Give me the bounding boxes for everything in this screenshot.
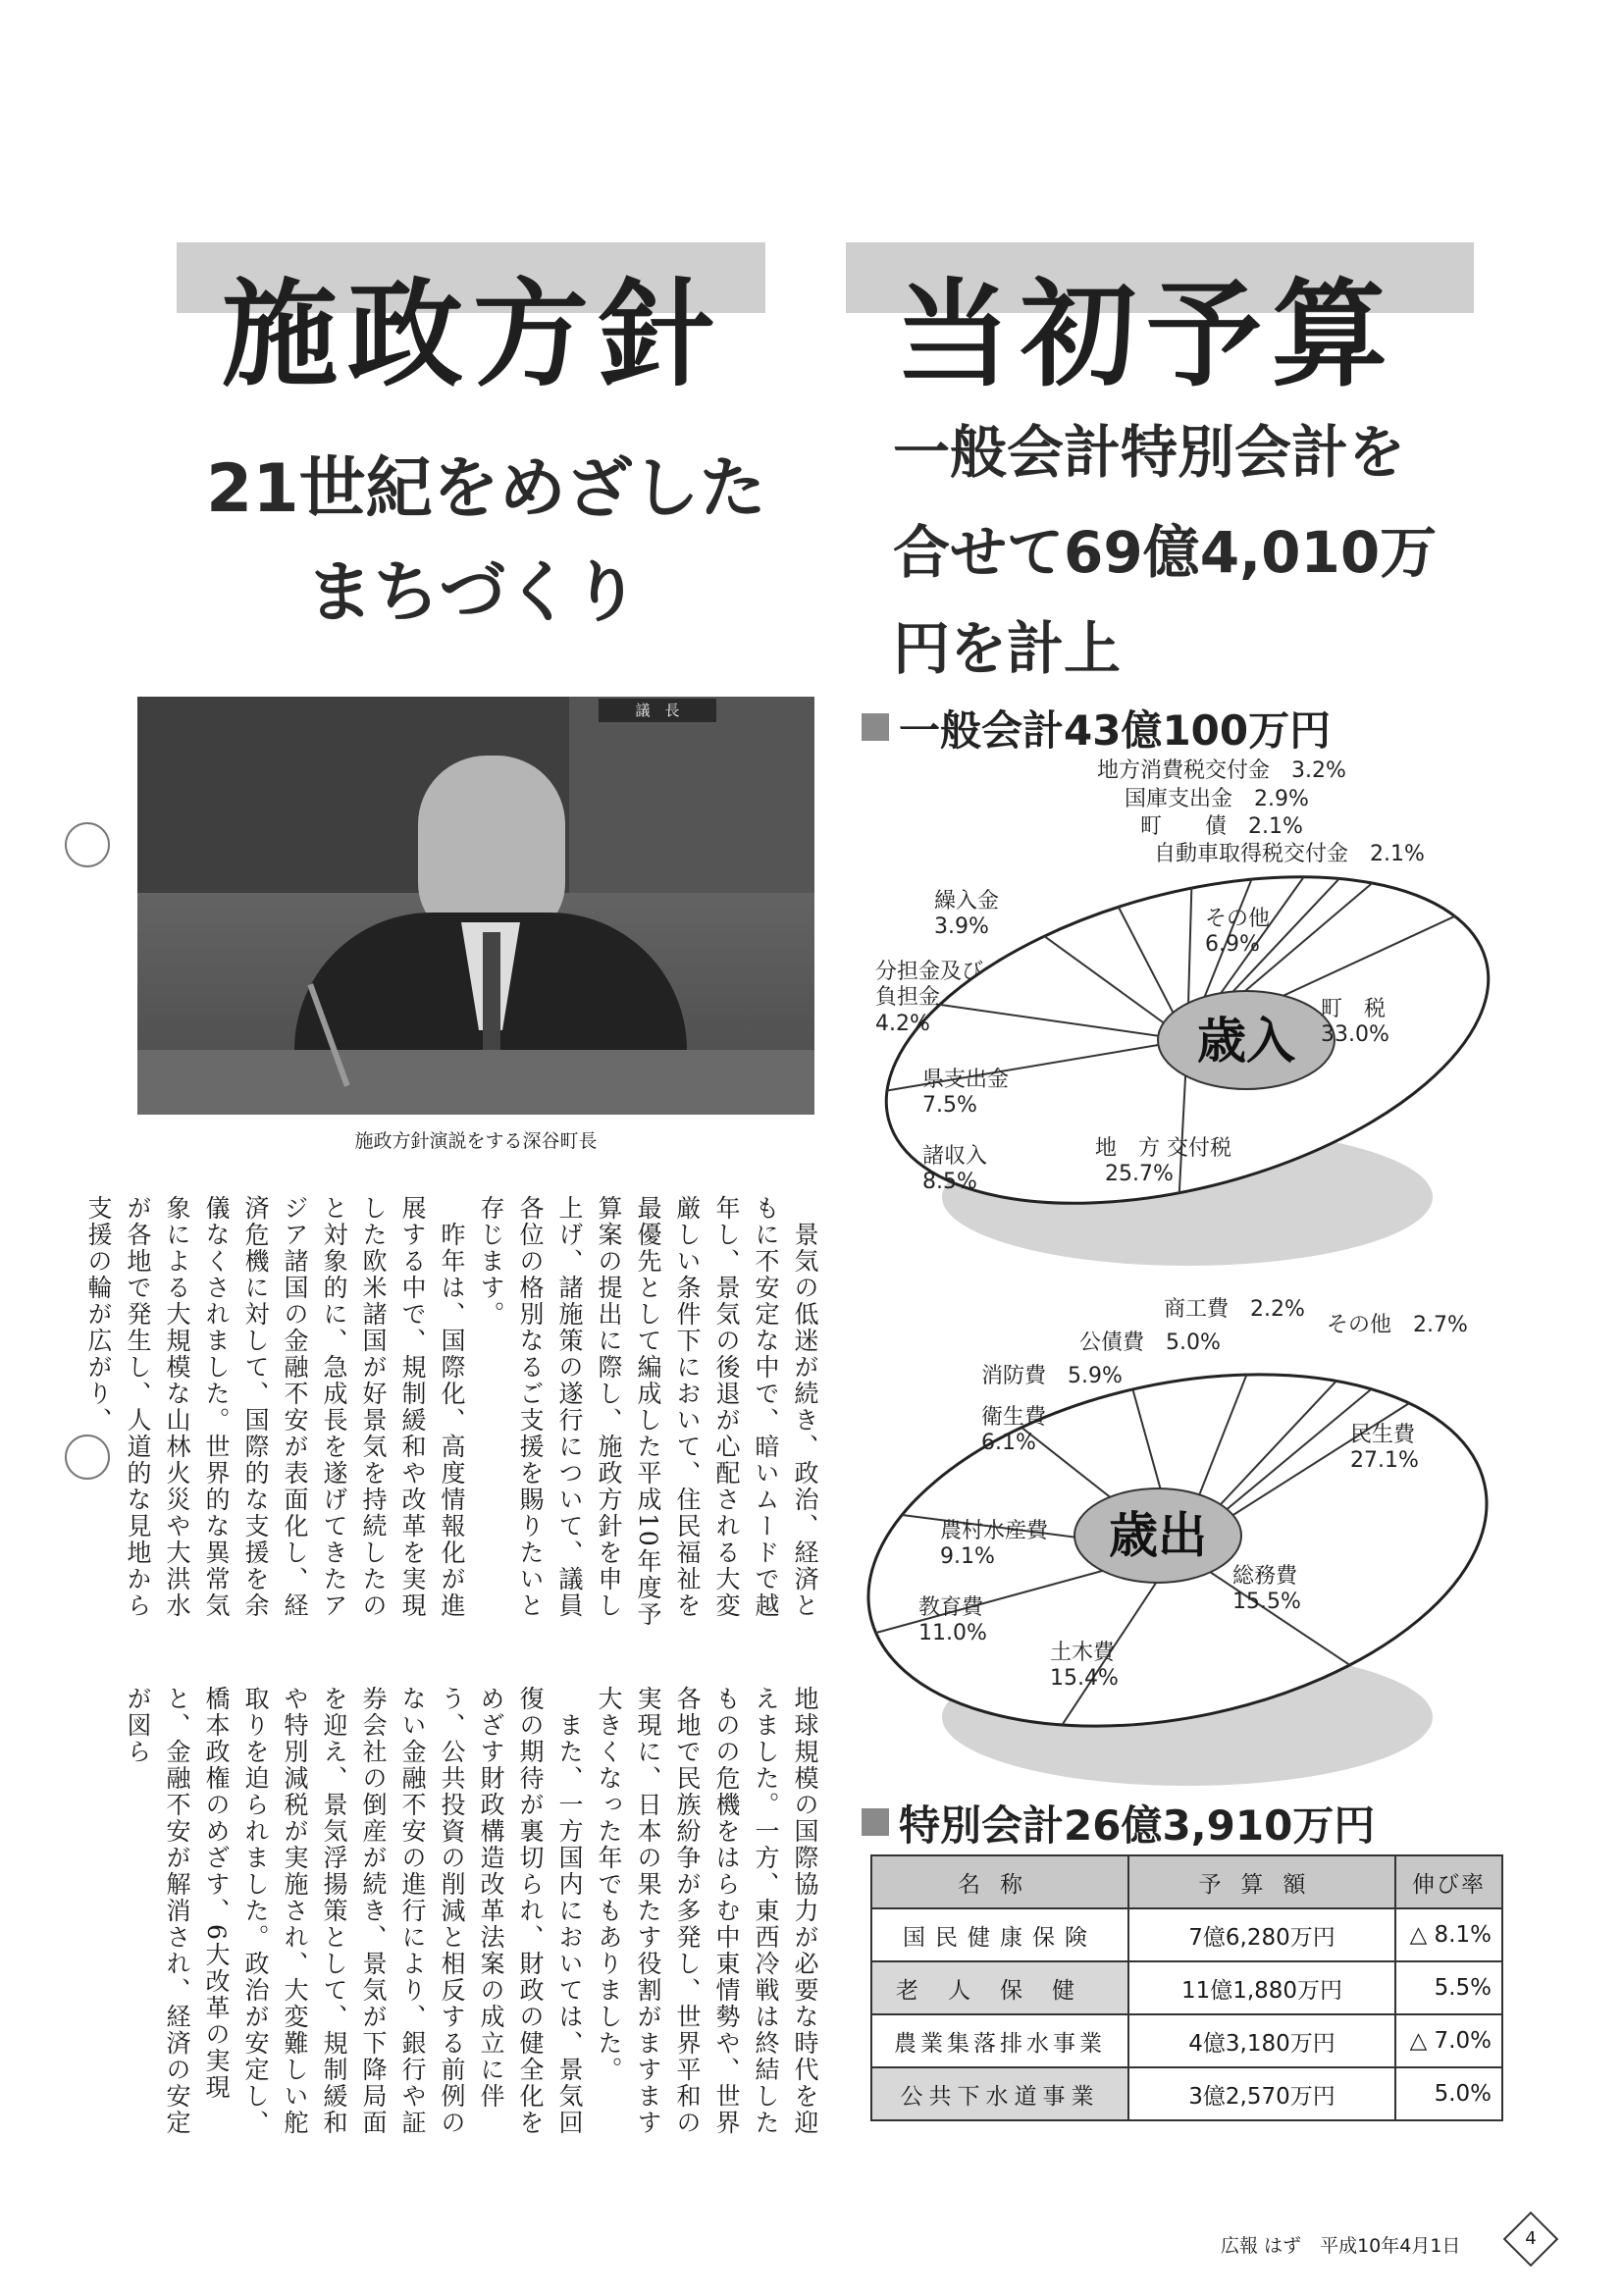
- label-agriculture: 農村水産費 9.1%: [940, 1519, 1049, 1570]
- row-rate: 5.0%: [1395, 2067, 1502, 2120]
- label-exp-other: その他 2.7%: [1327, 1313, 1468, 1337]
- table-row: [871, 1908, 1502, 1961]
- header-name: 名称: [871, 1855, 1128, 1908]
- right-title: 当初予算: [895, 266, 1398, 402]
- label-education: 教育費 11.0%: [918, 1595, 987, 1646]
- row-amount: 4億3,180万円: [1128, 2014, 1395, 2067]
- table-row: [871, 1961, 1502, 2014]
- row-name: 農業集落排水事業: [871, 2014, 1128, 2067]
- label-national-subsidy: 国庫支出金 2.9%: [1125, 787, 1309, 811]
- row-rate: △ 8.1%: [1395, 1908, 1502, 1961]
- footer-publication: 広報 はず: [1221, 2235, 1302, 2257]
- photo-tie: [483, 932, 500, 1050]
- right-subtitle-line1: 一般会計特別会計を: [893, 419, 1406, 486]
- article-paragraph: 景気の低迷が続き、政治、経済ともに不安定な中で、暗いムードで越年し、景気の後退が心配される大変厳しい条件下において、住民福祉を最優先として編成した平成10年度予算案の提出に際し、施政方針を申し上げ、諸施策の遂行について、議員各位の格別なるご支援を賜りたいと存じます。: [477, 1195, 819, 1628]
- label-auto-tax: 自動車取得税交付金 2.1%: [1154, 842, 1425, 866]
- left-title: 施政方針: [222, 266, 725, 402]
- row-amount: 3億2,570万円: [1128, 2067, 1395, 2120]
- table-header-row: [871, 1855, 1502, 1908]
- label-town-tax: 町 税 33.0%: [1321, 997, 1389, 1048]
- revenue-center-label: 歳入: [1197, 1013, 1295, 1070]
- square-bullet-icon: [862, 1808, 889, 1836]
- binder-hole-top: [65, 822, 110, 867]
- label-town-bond: 町 債 2.1%: [1140, 814, 1303, 839]
- general-account-heading: [862, 699, 1331, 757]
- table-row: [871, 2014, 1502, 2067]
- mayor-photo: [137, 697, 814, 1115]
- left-subtitle-line2: まちづくり: [306, 554, 640, 632]
- label-fire: 消防費 5.9%: [981, 1364, 1123, 1388]
- label-commerce: 商工費 2.2%: [1164, 1297, 1305, 1322]
- article-top-block: [84, 1195, 824, 1642]
- label-sanitation: 衛生費 6.1%: [981, 1405, 1047, 1456]
- article-paragraph: 地球規模の国際協力が必要な時代を迎えました。一方、東西冷戦は終結したものの危機をはらむ中東情勢や、世界各地で民族紛争が多発し、世界平和の実現に、日本の果たす役割がますます大きくなった年でもありました。: [595, 1686, 819, 2136]
- footer-date: 平成10年4月1日: [1320, 2235, 1461, 2257]
- special-account-table: [870, 1854, 1503, 2121]
- row-amount: 11億1,880万円: [1128, 1961, 1395, 2014]
- row-name: 公共下水道事業: [871, 2067, 1128, 2120]
- right-subtitle-line2: 合せて69億4,010万: [893, 519, 1438, 586]
- label-misc-income: 諸収入 8.5%: [922, 1144, 988, 1195]
- special-account-heading: [862, 1794, 1375, 1852]
- row-amount: 7億6,280万円: [1128, 1908, 1395, 1961]
- label-local-allocation: 地 方 交付税 25.7%: [1095, 1136, 1231, 1187]
- photo-background-panel: [569, 697, 814, 893]
- expenditure-center-label: 歳出: [1109, 1507, 1207, 1564]
- label-local-consumption-tax: 地方消費税交付金 3.2%: [1097, 758, 1346, 783]
- page-number-badge: [1503, 2212, 1559, 2268]
- header-amount: 予算額: [1128, 1855, 1395, 1908]
- photo-desk: [137, 1050, 814, 1115]
- article-bottom-block: [124, 1686, 824, 2147]
- label-rev-other: その他 6.9%: [1205, 907, 1271, 958]
- label-welfare: 民生費 27.1%: [1350, 1423, 1419, 1474]
- row-rate: △ 7.0%: [1395, 2014, 1502, 2067]
- label-civil-engineering: 土木費 15.4%: [1050, 1641, 1119, 1692]
- row-name: 老人保健: [871, 1961, 1128, 2014]
- general-account-heading-text: 一般会計43億100万円: [899, 706, 1332, 755]
- page-number: 4: [1525, 2228, 1537, 2249]
- right-subtitle-line3: 円を計上: [893, 615, 1122, 682]
- label-debt: 公債費 5.0%: [1079, 1331, 1221, 1355]
- label-transfers: 繰入金 3.9%: [934, 889, 1000, 940]
- article-paragraph: また、一方国内においては、景気回復の期待が裏切られ、財政の健全化をめざす財政構造改革法案の成立に伴う、公共投資の削減と相反する前例のない金融不安の進行により、銀行や証券会社の倒産が続き、景気が下降局面を迎え、景気浮揚策として、規制緩和や特別減税が実施され、大変難しい舵取りを迫られました。政治が安定し、橋本政権のめざす、6大改革の実現と、金融不安が解消され、経済の安定が図ら: [124, 1686, 584, 2136]
- header-rate: 伸び率: [1395, 1855, 1502, 1908]
- square-bullet-icon: [862, 713, 889, 741]
- label-prefecture-subsidy: 県支出金 7.5%: [922, 1068, 1010, 1119]
- label-shares: 分担金及び 負担金 4.2%: [875, 960, 984, 1036]
- label-general-affairs: 総務費 15.5%: [1232, 1564, 1301, 1615]
- photo-caption: 施政方針演説をする深谷町長: [354, 1130, 598, 1152]
- footer: [1221, 2231, 1460, 2258]
- left-subtitle-line1: 21世紀をめざした: [206, 450, 766, 528]
- nameplate: 議 長: [599, 699, 716, 722]
- row-name: 国民健康保険: [871, 1908, 1128, 1961]
- article-paragraph: 昨年は、国際化、高度情報化が進展する中で、規制緩和や改革を実現した欧米諸国が好景気を持続したのと対象的に、急成長を遂げてきたアジア諸国の金融不安が表面化し、経済危機に対して、国際的な支援を余儀なくされました。世界的な異常気象による大規模な山林火災や大洪水が各地で発生し、人道的な見地から支援の輪が広がり、: [84, 1195, 466, 1619]
- row-rate: 5.5%: [1395, 1961, 1502, 2014]
- table-row: [871, 2067, 1502, 2120]
- special-account-heading-text: 特別会計26億3,910万円: [899, 1801, 1376, 1850]
